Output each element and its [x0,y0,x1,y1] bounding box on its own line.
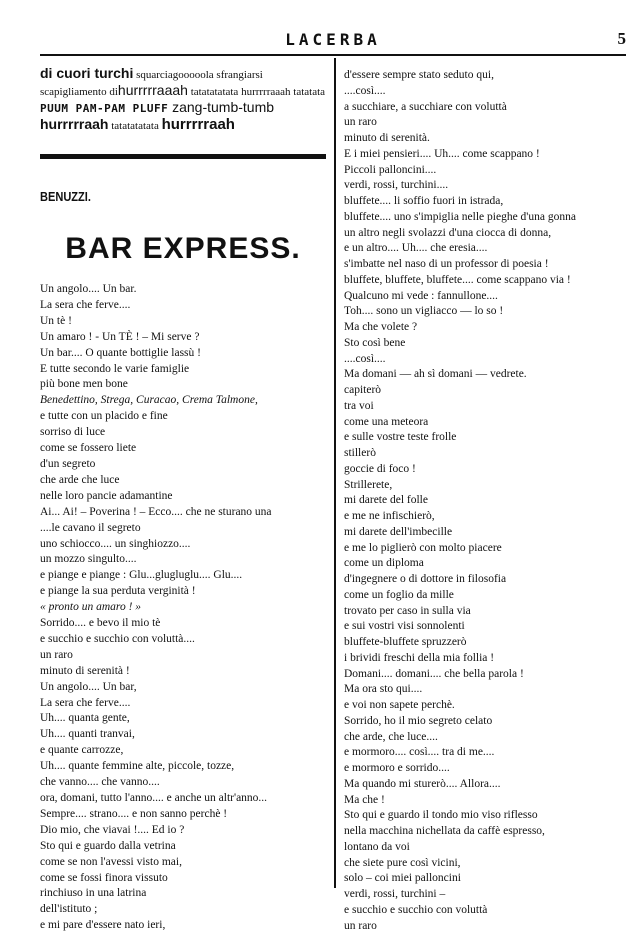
words-free-segment: hurrrrraaah [117,82,188,98]
poem-line: d'un segreto [40,457,96,470]
poem-line: e sulle vostre teste frolle [344,431,457,444]
masthead-title: LACERBA [285,30,381,49]
poem-line: dell'istituto ; [40,903,98,916]
poem-line: Benedettino, Strega, Curacao, Crema Talmone, [40,394,258,407]
left-column [40,60,326,934]
poem-line: tra voi [344,399,374,412]
poem-title: BAR EXPRESS. [65,232,301,265]
poem-line: e tutte con un placido e fine [40,410,168,423]
poem-line: e un altro.... Uh.... che eresia.... [344,242,488,255]
poem-line: come una meteora [344,415,429,428]
poem-line: E i miei pensieri.... Uh.... come scappano ! [344,147,540,160]
poem-line: d'ingegnere o di dottore in filosofia [344,573,507,585]
poem-line: e sui vostri visi sonnolenti [344,620,465,633]
poem-line: stillerò [344,447,376,459]
poem-line: ora, domani, tutto l'anno.... e anche un altr'anno... [40,792,268,804]
poem-line: e mormoro.... così.... tra di me.... [344,746,495,759]
poem-line: Ma domani — ah sì domani — vedrete. [344,368,527,381]
poem-line: bluffete.... uno s'impiglia nelle pieghe d'una gonna [344,210,576,223]
poem-line: Un amaro ! - Un TÈ ! – Mi serve ? [40,330,200,343]
right-column [344,60,626,934]
poem-line: e me ne infischierò, [344,510,435,522]
poem-line: e voi non sapete perchè. [344,699,455,711]
poem-line: un mozzo singulto.... [40,553,137,566]
poem-line: che arde che luce [40,473,120,486]
poem-line: bluffete.... li soffio fuori in istrada, [344,195,504,207]
poem-line: e me lo piglierò con molto piacere [344,541,502,554]
poem-line: Un angolo.... Un bar. [40,283,137,295]
poem-line: a succhiare, a succhiare con voluttà [344,100,507,113]
poem-line: Sempre.... strano.... e non sanno perchè ! [40,807,228,820]
poem-line: Ai... Ai! – Poverina ! – Ecco.... che ne sturano una [40,505,272,518]
poem-line: Piccoli palloncini.... [344,163,437,176]
poem-lines-right [344,68,626,934]
words-free-segment: tatatatatata hurrrrraaah tatatata [187,86,326,98]
poem-line: Un bar.... O quante bottiglie lassù ! [40,346,201,359]
words-free-segment: di cuori turchi [40,65,134,81]
poem-line: capiterò [344,384,382,396]
poem-line: trovato per caso in sulla via [344,604,471,617]
poem-line: Ma ora sto qui.... [344,683,423,696]
words-in-freedom-passage [40,66,326,134]
poem-line: Ma che volete ? [344,321,418,333]
words-free-segment: hurrrrraah [161,116,235,133]
poem-line: nella macchina nichellata da caffè espresso, [344,825,545,837]
poem-line: che arde, che luce.... [344,730,438,743]
poem-line: nelle loro pancie adamantine [40,489,173,502]
section-rule [40,154,326,159]
words-free-segment: squarciagooooola sfrangiarsi scapigliamento di [40,69,263,98]
poem-line: e succhio e succhio con voluttà [344,903,488,916]
poem-line: uno schiocco.... un singhiozzo.... [40,537,191,550]
poem-line: bluffete-bluffete spruzzerò [344,636,467,648]
poem-line: più bone men bone [40,378,128,391]
poem-line: s'imbatte nel naso di un professor di poesia ! [344,258,549,270]
poem-line: « pronto un amaro ! » [40,601,142,614]
poem-line: e succhio e succhio con voluttà.... [40,632,195,645]
poem-line: ....le cavano il segreto [40,521,141,534]
poem-line: verdi, rossi, turchini.... [344,179,449,192]
masthead-rule [40,54,626,56]
words-free-segment: tatatatatata [108,120,162,132]
poem-line: Strillerete, [344,478,393,491]
poem-line: i brividi freschi della mia follia ! [344,651,495,664]
column-divider [334,58,336,888]
poem-line: d'essere sempre stato seduto qui, [344,69,494,81]
poem-line: e mormoro e sorrido.... [344,762,450,774]
poem-line: Uh.... quanta gente, [40,712,130,725]
poem-line: e mi pare d'essere nato ieri, [40,919,166,932]
poem-line: Domani.... domani.... che bella parola ! [344,667,524,680]
poem-line: e quante carrozze, [40,744,124,757]
poem-line: come se fossero liete [40,442,137,455]
poem-line: rinchiuso in una latrina [40,887,147,900]
poem-line: minuto di serenità. [344,132,430,144]
poem-line: un raro [40,648,73,661]
poem-line: come un foglio da mille [344,588,454,601]
poem-line: mi darete dell'imbecille [344,525,453,538]
author-name: BENUZZI. [40,189,91,204]
poem-line: ....così.... [344,352,386,365]
poem-line: ....così.... [344,84,386,97]
poem-line: un raro [344,116,377,129]
poem-line: e piange e piange : Glu...glugluglu.... Glu.... [40,569,243,582]
poem-line: Sto qui e guardo il tondo mio viso riflesso [344,809,538,822]
poem-line: Dio mio, che viavai !.... Ed io ? [40,823,185,836]
poem-lines-left [40,282,326,934]
poem-line: La sera che ferve.... [40,298,131,311]
poem-line: e piange la sua perduta verginità ! [40,585,196,598]
poem-line: E tutte secondo le varie famiglie [40,362,190,375]
poem-line: Uh.... quante femmine alte, piccole, tozze, [40,760,235,773]
poem-line: solo – coi miei palloncini [344,872,461,885]
poem-line: lontano da voi [344,840,410,853]
poem-line: Qualcuno mi vede : fannullone.... [344,289,498,302]
poem-line: Ma quando mi sturerò.... Allora.... [344,777,501,790]
poem-line: sorriso di luce [40,426,106,439]
poem-line: Sto così bene [344,336,406,349]
page-number: 5 [617,29,626,48]
poem-line: Sorrido, ho il mio segreto celato [344,714,493,727]
poem-line: bluffete, bluffete, bluffete.... come scappano via ! [344,273,571,286]
poem-line: come un diploma [344,557,424,570]
poem-line: Sto qui e guardo dalla vetrina [40,839,176,852]
words-free-segment: PUUM PAM-PAM PLUFF [40,102,169,115]
poem-line: che siete pure così vicini, [344,856,461,869]
poem-line: Sorrido.... e bevo il mio tè [40,617,161,630]
poem-line: Un tè ! [40,314,72,327]
words-free-segment: hurrrrraah [40,116,109,132]
poem-line: che vanno.... che vanno.... [40,776,160,789]
poem-line: minuto di serenità ! [40,664,130,677]
masthead [40,30,626,52]
poem-line: mi darete del folle [344,494,428,507]
poem-line: goccie di foco ! [344,462,416,475]
poem-line: Toh.... sono un vigliacco — lo so ! [344,305,504,318]
poem-line: come se non l'avessi visto mai, [40,855,182,868]
poem-line: come se fossi finora vissuto [40,871,168,884]
poem-line: un raro [344,919,377,932]
poem-line: Un angolo.... Un bar, [40,680,137,693]
poem-line: un altro negli svolazzi d'una ciocca di donna, [344,226,552,239]
poem-line: Ma che ! [344,793,385,806]
poem-line: verdi, rossi, turchini – [344,888,446,900]
words-free-segment: zang-tumb-tumb [168,99,275,115]
poem-line: Uh.... quanti tranvai, [40,728,135,741]
poem-line: La sera che ferve.... [40,696,131,709]
